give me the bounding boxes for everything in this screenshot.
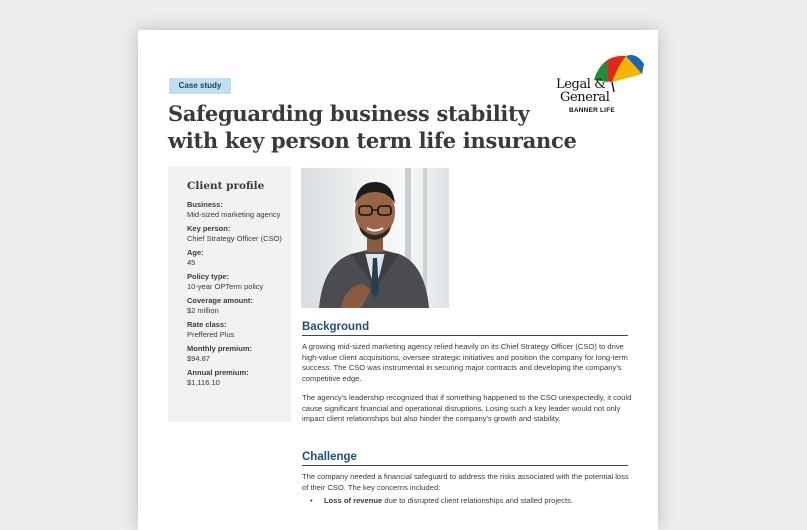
- logo-line-2: General: [560, 90, 610, 105]
- profile-label: Key person:: [187, 224, 231, 233]
- challenge-bullet-1: [310, 496, 630, 505]
- profile-label: Annual premium:: [187, 368, 249, 377]
- client-profile-heading: Client profile: [187, 180, 265, 192]
- challenge-paragraph: The company needed a financial safeguard to address the risks associated with the potential loss of their CSO. The key concerns included:: [302, 472, 629, 492]
- profile-label: Rate class:: [187, 320, 227, 329]
- client-profile-panel: [168, 166, 291, 422]
- document-page: [138, 30, 658, 530]
- bullet-text: due to disrupted client relationships and stalled projects.: [382, 496, 574, 505]
- bullet-bold: Loss of revenue: [324, 496, 383, 505]
- profile-value: $1,116.10: [187, 378, 220, 387]
- profile-value: Chief Strategy Officer (CSO): [187, 234, 282, 243]
- legal-general-logo: [552, 52, 648, 122]
- profile-label: Policy type:: [187, 272, 230, 281]
- case-study-tag: Case study: [169, 78, 231, 94]
- profile-value: Preffered Plus: [187, 330, 235, 339]
- profile-value: Mid-sized marketing agency: [187, 210, 281, 219]
- logo-line-1: Legal &: [556, 77, 606, 92]
- title-line-2: with key person term life insurance: [168, 128, 577, 153]
- challenge-heading: Challenge: [302, 451, 628, 466]
- businessman-photo: [301, 168, 449, 308]
- profile-label: Monthly premium:: [187, 344, 252, 353]
- background-heading: Background: [302, 321, 628, 336]
- profile-value: $94.87: [187, 354, 210, 363]
- profile-label: Coverage amount:: [187, 296, 253, 305]
- profile-value: $2 million: [187, 306, 219, 315]
- logo-sub: BANNER LIFE: [569, 107, 615, 114]
- profile-label: Business:: [187, 200, 223, 209]
- profile-value: 45: [187, 258, 196, 267]
- title-line-1: Safeguarding business stability: [168, 101, 530, 126]
- page-title: [168, 100, 588, 154]
- client-profile-list: [187, 200, 287, 392]
- background-paragraph-1: A growing mid-sized marketing agency relied heavily on its Chief Strategy Officer (CSO) to drive high-value client acquisitions, oversee strategic initiatives and position the company for long-term success. The CSO was instrumental in securing major contracts and developing the company's competitive edge.: [302, 342, 628, 383]
- background-paragraph-2: The agency's leadership recognized that if something happened to the CSO unexpectedly, it could cause significant financial and operational disruptions. Losing such a key leader would not only impact client relationships but also hinder the company's growth and stability.: [302, 393, 632, 423]
- profile-value: 10-year OPTerm policy: [187, 282, 264, 291]
- bullet-dot: •: [310, 496, 313, 505]
- profile-label: Age:: [187, 248, 204, 257]
